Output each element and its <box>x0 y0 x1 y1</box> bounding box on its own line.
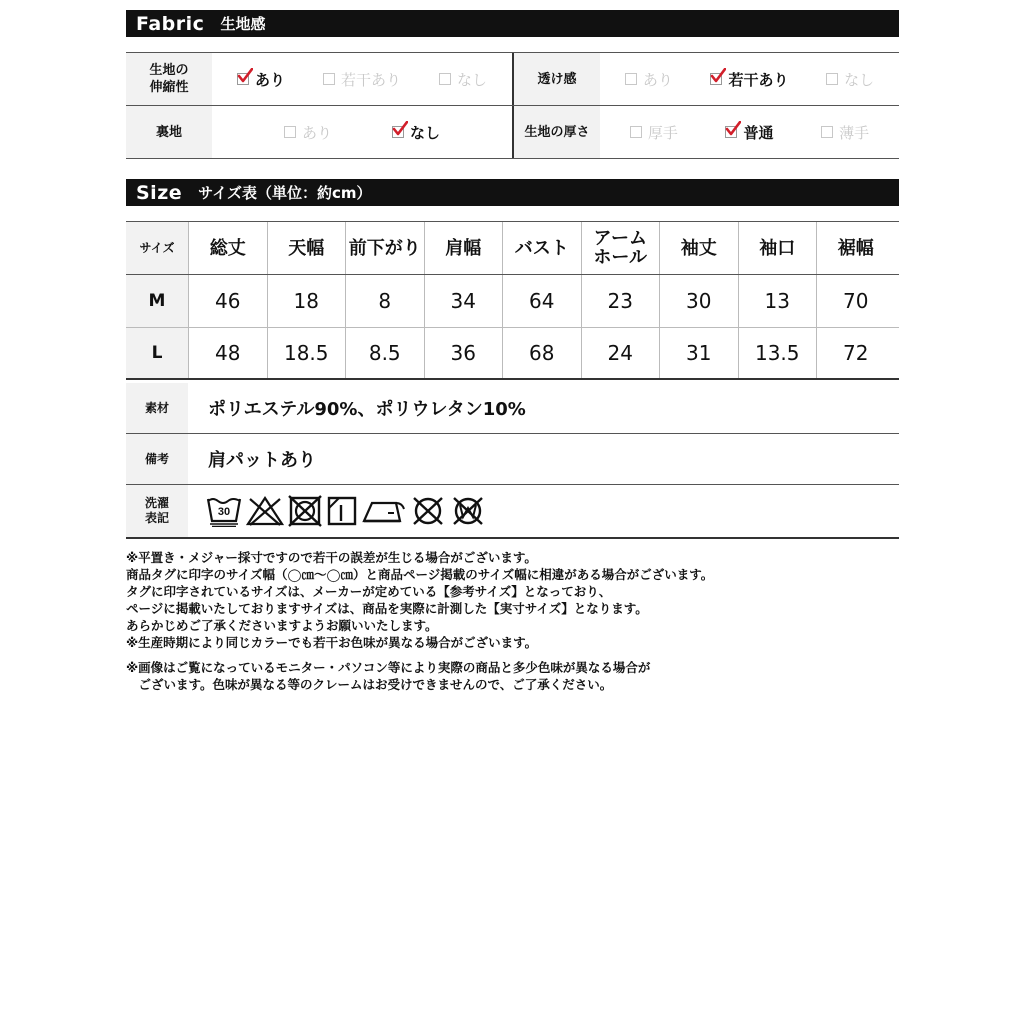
col-header: 天幅 <box>267 222 346 274</box>
remarks-value: 肩パットあり <box>208 450 316 471</box>
stretch-group <box>126 53 512 105</box>
remarks-row <box>126 434 899 485</box>
sheer-option-label: 若干あり <box>728 70 789 89</box>
checkbox-empty-icon <box>323 73 335 85</box>
thickness-option <box>725 122 773 143</box>
lining-label: 裏地 <box>126 106 212 158</box>
table-cell: 8.5 <box>345 328 424 378</box>
size-name: L <box>126 328 188 378</box>
stretch-option <box>323 69 401 90</box>
col-header: バスト <box>502 222 581 274</box>
col-header: 裾幅 <box>816 222 895 274</box>
svg-text:30: 30 <box>217 506 231 518</box>
checkbox-empty-icon <box>630 126 642 138</box>
spec-sheet <box>126 10 899 693</box>
note-line: あらかじめご了承くださいますようお願いいたします。 <box>126 618 438 633</box>
table-row <box>126 328 899 380</box>
col-header: 肩幅 <box>424 222 503 274</box>
thickness-group <box>512 106 899 158</box>
table-cell: 31 <box>659 328 738 378</box>
no-tumble-dry-icon <box>288 495 322 527</box>
col-header: 前下がり <box>345 222 424 274</box>
material-value: ポリエステル90%、ポリウレタン10% <box>208 399 526 420</box>
checkbox-empty-icon <box>625 73 637 85</box>
note-line: ございます。色味が異なる等のクレームはお受けできませんので、ご了承ください。 <box>126 677 613 692</box>
wash-30-icon <box>206 495 242 527</box>
sheer-group <box>512 53 899 105</box>
checkbox-empty-icon <box>826 73 838 85</box>
lining-option <box>392 122 440 143</box>
fabric-table <box>126 52 899 159</box>
fabric-row <box>126 53 899 105</box>
note-line: ※生産時期により同じカラーでも若干お色味が異なる場合がございます。 <box>126 635 538 650</box>
notes <box>126 549 899 693</box>
table-cell: 13.5 <box>738 328 817 378</box>
table-cell: 18 <box>267 275 346 327</box>
thickness-option-label: 厚手 <box>647 123 678 142</box>
col-header: 袖口 <box>738 222 817 274</box>
col-header: 総丈 <box>188 222 267 274</box>
col-header: 袖丈 <box>659 222 738 274</box>
material-label: 素材 <box>126 383 188 433</box>
thickness-option-label: 薄手 <box>839 123 870 142</box>
size-table-header <box>126 222 899 275</box>
note-line: ページに掲載いたしておりますサイズは、商品を実際に計測した【実寸サイズ】となります。 <box>126 601 648 616</box>
table-cell: 23 <box>581 275 660 327</box>
note-line: ※平置き・メジャー採寸ですので若干の誤差が生じる場合がございます。 <box>126 550 537 565</box>
note-line: タグに印字されているサイズは、メーカーが定めている【参考サイズ】となっており、 <box>126 584 612 599</box>
table-cell: 70 <box>816 275 895 327</box>
table-cell: 8 <box>345 275 424 327</box>
low-iron-icon <box>362 495 406 527</box>
thickness-option <box>821 122 869 143</box>
table-cell: 34 <box>424 275 503 327</box>
table-cell: 13 <box>738 275 817 327</box>
checkbox-checked-icon <box>392 126 404 138</box>
table-cell: 18.5 <box>267 328 346 378</box>
lining-option-label: あり <box>301 123 332 142</box>
checkbox-empty-icon <box>821 126 833 138</box>
sheer-option <box>625 69 673 90</box>
table-cell: 68 <box>502 328 581 378</box>
table-cell: 48 <box>188 328 267 378</box>
thickness-option <box>630 122 678 143</box>
note-line: ※画像はご覧になっているモニター・パソコン等により実際の商品と多少色味が異なる場合が <box>126 660 651 675</box>
table-cell: 30 <box>659 275 738 327</box>
sheer-options <box>600 53 899 105</box>
thickness-option-label: 普通 <box>743 123 774 142</box>
lining-group <box>126 106 512 158</box>
checkbox-empty-icon <box>439 73 451 85</box>
laundry-icons <box>188 485 486 537</box>
sheer-option <box>710 69 788 90</box>
fabric-title-jp: 生地感 <box>220 15 266 33</box>
note-line: 商品タグに印字のサイズ幅（◯㎝〜◯㎝）と商品ページ掲載のサイズ幅に相違がある場合がございます。 <box>126 567 714 582</box>
table-cell: 24 <box>581 328 660 378</box>
laundry-row <box>126 485 899 539</box>
table-cell: 72 <box>816 328 895 378</box>
lining-option-label: なし <box>410 123 441 142</box>
no-dry-clean-icon <box>410 495 446 527</box>
size-title-en: Size <box>136 181 183 204</box>
size-table <box>126 221 899 380</box>
material-row <box>126 383 899 434</box>
lining-option <box>284 122 332 143</box>
size-name: M <box>126 275 188 327</box>
size-section-header <box>126 179 899 206</box>
checkbox-empty-icon <box>284 126 296 138</box>
table-cell: 36 <box>424 328 503 378</box>
stretch-option-label: 若干あり <box>340 70 401 89</box>
checkbox-checked-icon <box>237 73 249 85</box>
checkbox-checked-icon <box>725 126 737 138</box>
stretch-option-label: なし <box>456 70 487 89</box>
lining-options <box>212 106 512 158</box>
stretch-label: 生地の伸縮性 <box>126 53 212 105</box>
line-dry-icon <box>326 495 358 527</box>
fabric-section-header <box>126 10 899 37</box>
stretch-option-label: あり <box>254 70 285 89</box>
no-wet-clean-icon <box>450 495 486 527</box>
no-bleach-icon <box>246 495 284 527</box>
col-header: アームホール <box>581 222 660 274</box>
sheer-label: 透け感 <box>514 53 600 105</box>
col-header: サイズ <box>126 222 188 274</box>
info-table <box>126 383 899 539</box>
sheer-option <box>826 69 874 90</box>
sheer-option-label: あり <box>642 70 673 89</box>
table-row <box>126 275 899 328</box>
stretch-option <box>237 69 285 90</box>
table-cell: 64 <box>502 275 581 327</box>
thickness-label: 生地の厚さ <box>514 106 600 158</box>
thickness-options <box>600 106 899 158</box>
sheer-option-label: なし <box>844 70 875 89</box>
table-cell: 46 <box>188 275 267 327</box>
fabric-title-en: Fabric <box>136 12 205 35</box>
stretch-options <box>212 53 512 105</box>
remarks-label: 備考 <box>126 434 188 484</box>
fabric-row <box>126 105 899 158</box>
size-title-jp: サイズ表（単位：約cm） <box>198 184 372 202</box>
stretch-option <box>439 69 487 90</box>
checkbox-checked-icon <box>710 73 722 85</box>
laundry-label: 洗濯表記 <box>126 485 188 537</box>
